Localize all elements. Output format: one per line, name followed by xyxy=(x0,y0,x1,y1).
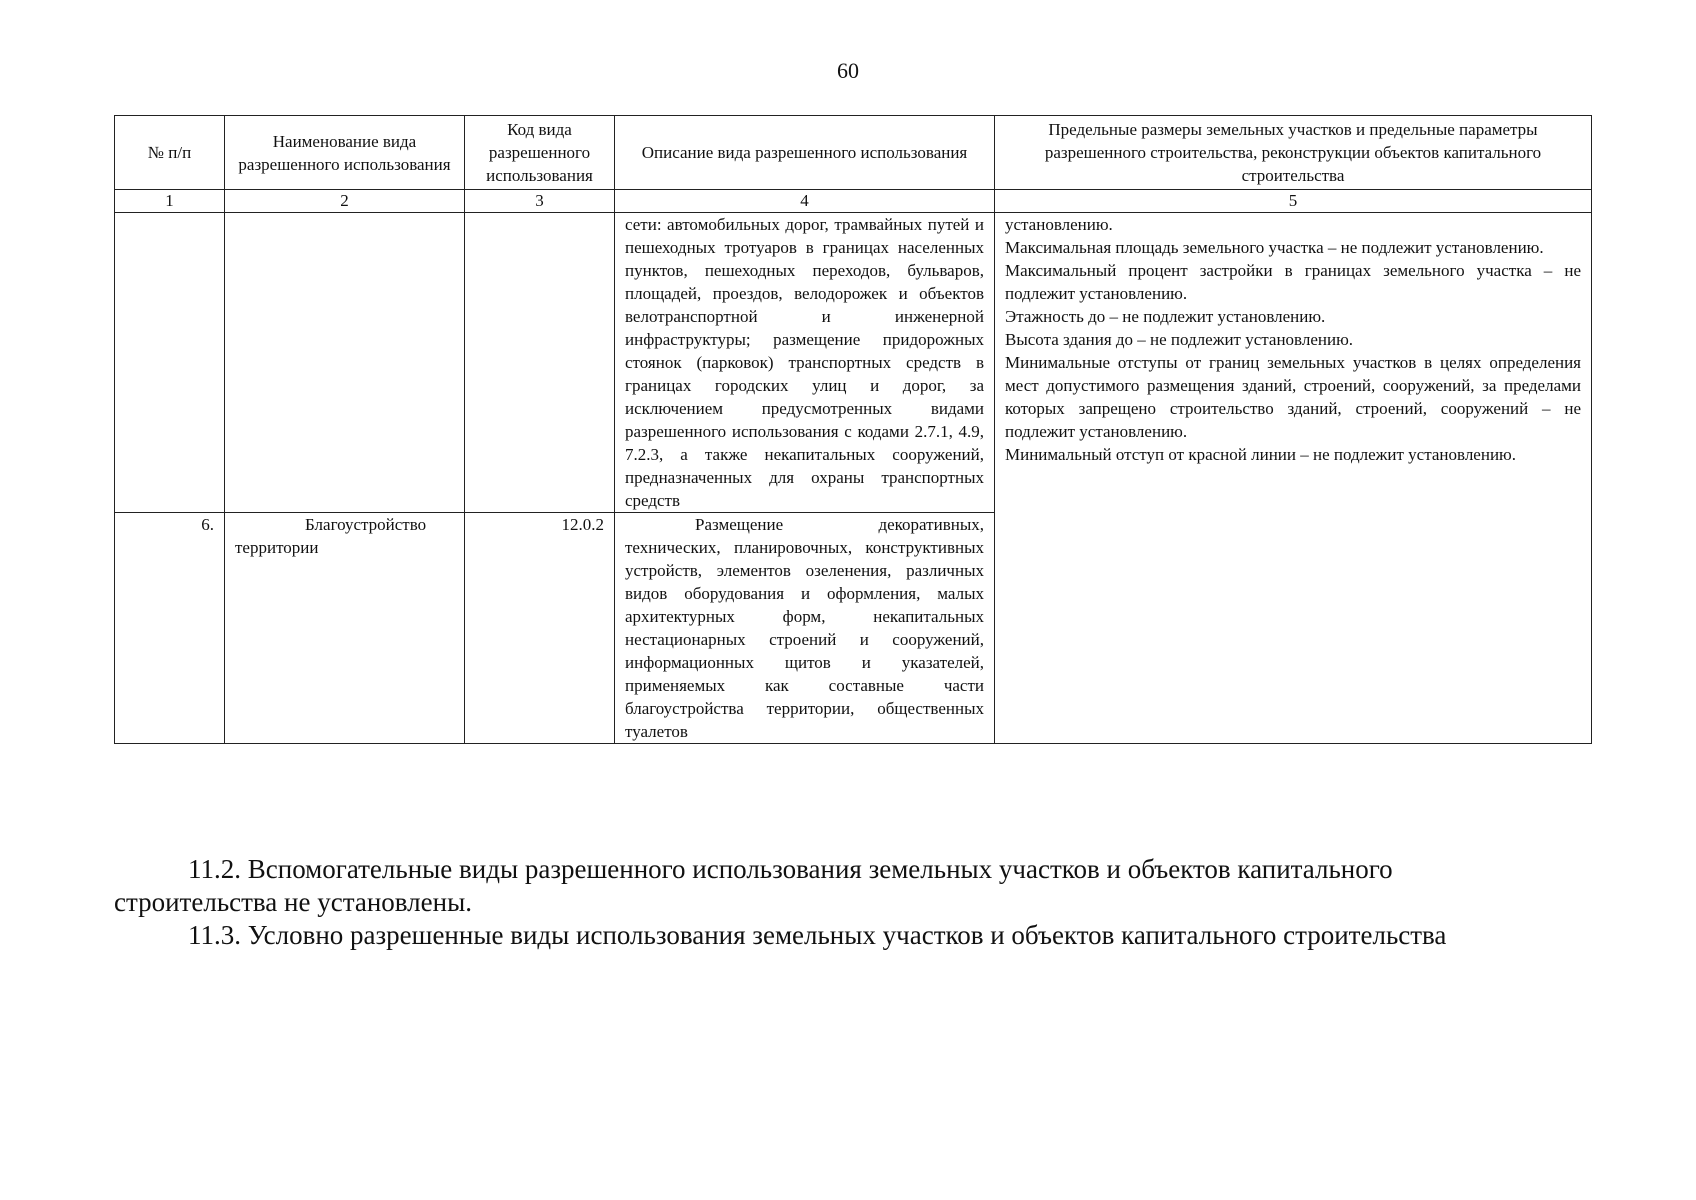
header-limit-parameters: Предельные размеры земельных участков и предельные параметры разрешенного строительства, реконструкции объектов капитального строительства xyxy=(995,116,1592,190)
column-number: 4 xyxy=(615,190,995,213)
column-number: 1 xyxy=(115,190,225,213)
land-use-table xyxy=(114,115,1592,744)
table-header-row xyxy=(115,116,1592,190)
row-use-description: Размещение декоративных, технических, планировочных, конструктивных устройств, элементов озеленения, различных видов оборудования и оформления, малых архитектурных форм, некапитальных нестационарных строений и сооружений, информационных щитов и указателей, применяемых как составные части благоустройства территории, общественных туалетов xyxy=(615,513,995,744)
row-use-name xyxy=(225,213,465,513)
column-number: 2 xyxy=(225,190,465,213)
row-use-name: Благоустройство территории xyxy=(225,513,465,744)
paragraph-11-2: 11.2. Вспомогательные виды разрешенного использования земельных участков и объектов капитального строительства не установлены. xyxy=(114,854,1393,917)
row-number xyxy=(115,213,225,513)
column-number-row xyxy=(115,190,1592,213)
row-number: 6. xyxy=(115,513,225,744)
header-number: № п/п xyxy=(115,116,225,190)
row-use-description: сети: автомобильных дорог, трамвайных путей и пешеходных тротуаров в границах населенных пунктов, пешеходных переходов, бульваров, площадей, проездов, велодорожек и объектов велотранспортной и инженерной инфраструктуры; размещение придорожных стоянок (парковок) транспортных средств в границах городских улиц и дорог, за исключением предусмотренных видами разрешенного использования с кодами 2.7.1, 4.9, 7.2.3, а также некапитальных сооружений, предназначенных для охраны транспортных средств xyxy=(615,213,995,513)
column-number: 5 xyxy=(995,190,1592,213)
parameter-line: установлению. xyxy=(1005,215,1113,234)
parameter-line: Высота здания до – не подлежит установлению. xyxy=(1005,330,1354,349)
parameter-line: Минимальный отступ от красной линии – не подлежит установлению. xyxy=(1005,445,1516,464)
paragraph-11-3: 11.3. Условно разрешенные виды использования земельных участков и объектов капитального строительства xyxy=(188,920,1447,950)
parameter-line: Этажность до – не подлежит установлению. xyxy=(1005,307,1326,326)
parameter-line: Максимальный процент застройки в границах земельного участка – не подлежит установлению. xyxy=(1005,261,1581,303)
parameter-line: Максимальная площадь земельного участка – не подлежит установлению. xyxy=(1005,238,1544,257)
table-row xyxy=(115,213,1592,513)
header-use-name: Наименование вида разрешенного использования xyxy=(225,116,465,190)
page-number: 60 xyxy=(837,58,859,83)
row-use-code xyxy=(465,213,615,513)
header-use-code: Код вида разрешенного использования xyxy=(465,116,615,190)
parameter-line: Минимальные отступы от границ земельных участков в целях определения мест допустимого размещения зданий, строений, сооружений, за пределами которых запрещено строительство зданий, строений, сооружений – не подлежит установлению. xyxy=(1005,353,1581,441)
row-use-code: 12.0.2 xyxy=(465,513,615,744)
header-use-description: Описание вида разрешенного использования xyxy=(615,116,995,190)
limit-parameters-cell xyxy=(995,213,1592,744)
column-number: 3 xyxy=(465,190,615,213)
